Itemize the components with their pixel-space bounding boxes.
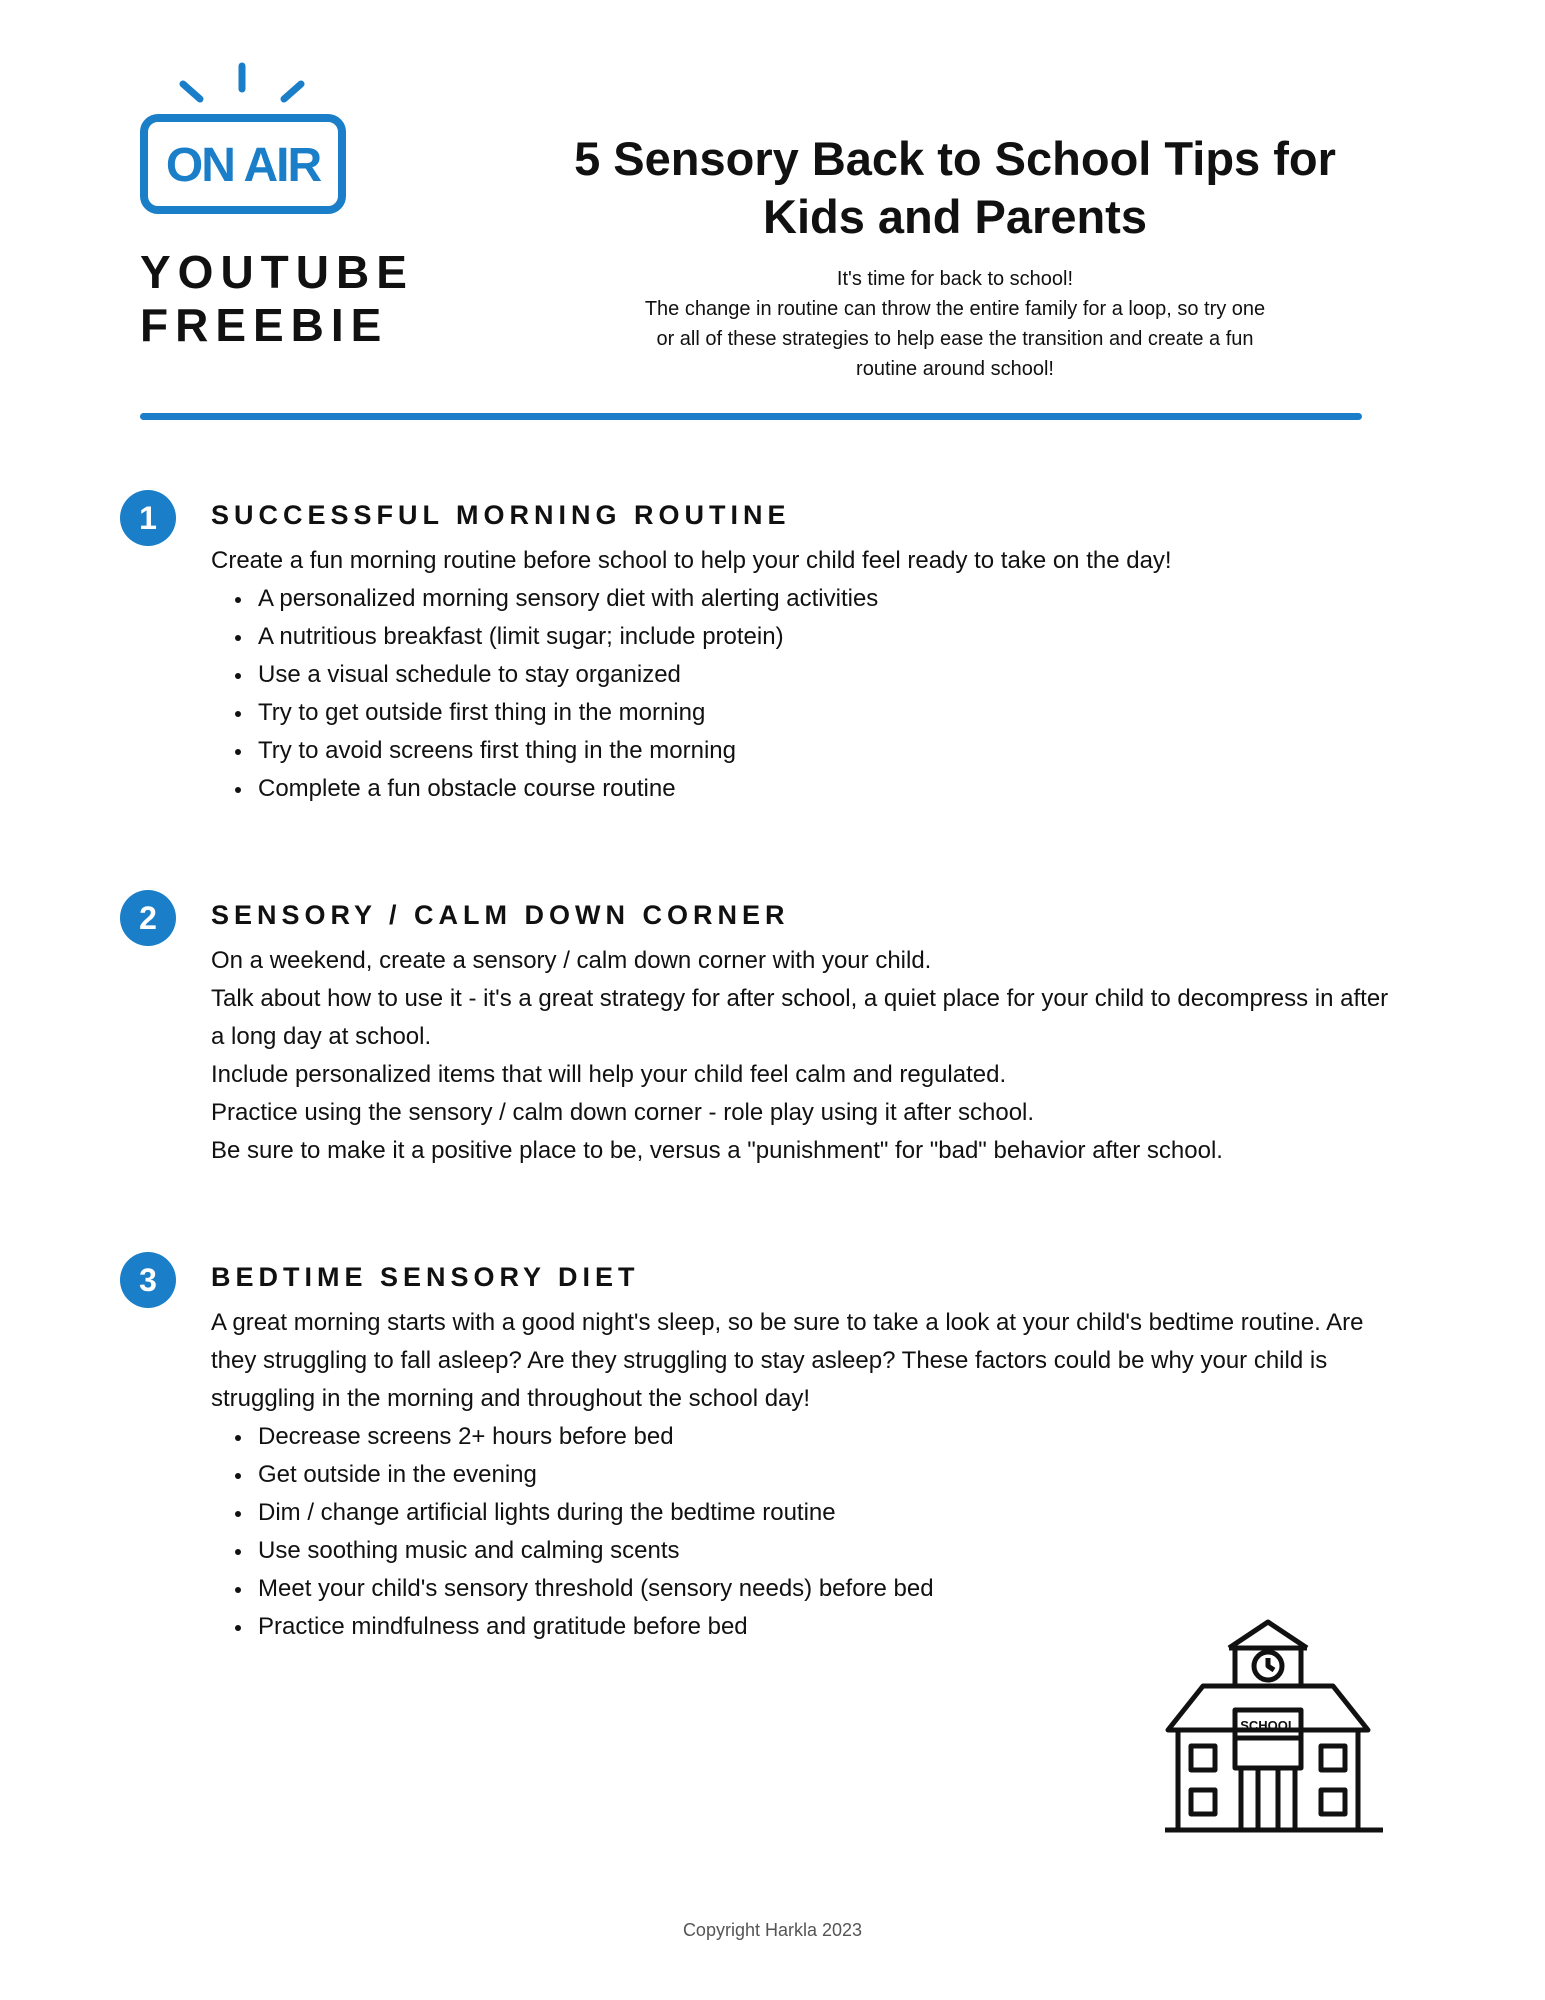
bullet-icon <box>235 749 241 755</box>
copyright-footer: Copyright Harkla 2023 <box>682 1920 863 1940</box>
subtitle-line-4: routine around school! <box>856 358 1054 380</box>
bullet-icon <box>235 787 241 793</box>
body-line: Include personalized items that will help your child feel calm and regulated. <box>211 1061 1007 1088</box>
brand-line-2: FREEBIE <box>140 299 389 351</box>
on-air-text: ON AIR <box>165 139 321 192</box>
section-number-badge: 2 <box>120 890 176 946</box>
section-heading: SUCCESSFUL MORNING ROUTINE <box>211 500 791 530</box>
list-item: Decrease screens 2+ hours before bed <box>211 1418 1411 1456</box>
list-item: Try to get outside first thing in the morning <box>211 694 1411 732</box>
body-line: Practice using the sensory / calm down corner - role play using it after school. <box>211 1099 1035 1126</box>
page-title <box>500 130 1410 246</box>
subtitle-line-1: It's time for back to school! <box>836 268 1074 290</box>
list-item: Complete a fun obstacle course routine <box>211 770 1411 808</box>
school-building-icon <box>1163 1618 1385 1843</box>
bullet-icon <box>235 673 241 679</box>
bullet-icon <box>235 1549 241 1555</box>
section-number-badge: 3 <box>120 1252 176 1308</box>
list-item: Dim / change artificial lights during the bedtime routine <box>211 1494 1411 1532</box>
title-line-2: Kids and Parents <box>763 190 1147 243</box>
school-sign-label: SCHOOL <box>1240 1718 1296 1733</box>
list-item: A nutritious breakfast (limit sugar; include protein) <box>211 618 1411 656</box>
bullet-icon <box>235 635 241 641</box>
body-line: Talk about how to use it - it's a great strategy for after school, a quiet place for your child to decompress in after <box>211 985 1389 1012</box>
bullet-icon <box>235 1511 241 1517</box>
header-divider <box>140 413 1362 420</box>
bullet-list <box>211 580 1411 808</box>
list-item: Practice mindfulness and gratitude before bed <box>211 1608 1411 1646</box>
body-line: On a weekend, create a sensory / calm down corner with your child. <box>211 947 932 974</box>
section-body <box>211 542 1411 808</box>
list-item: Meet your child's sensory threshold (sensory needs) before bed <box>211 1570 1411 1608</box>
bullet-icon <box>235 711 241 717</box>
body-line: they struggling to fall asleep? Are they struggling to stay asleep? These factors could be why your child is <box>211 1347 1328 1374</box>
bullet-list <box>211 1418 1411 1646</box>
brand-line-1: YOUTUBE <box>140 246 414 298</box>
list-item: Try to avoid screens first thing in the morning <box>211 732 1411 770</box>
body-line: struggling in the morning and throughout the school day! <box>211 1385 811 1412</box>
section-body <box>211 1304 1411 1646</box>
body-line: A great morning starts with a good night's sleep, so be sure to take a look at your child's bedtime routine. Are <box>211 1309 1364 1336</box>
section-number-badge: 1 <box>120 490 176 546</box>
title-line-1: 5 Sensory Back to School Tips for <box>574 132 1336 185</box>
bullet-icon <box>235 1625 241 1631</box>
section-heading: SENSORY / CALM DOWN CORNER <box>211 900 790 930</box>
list-item: Use a visual schedule to stay organized <box>211 656 1411 694</box>
list-item: Use soothing music and calming scents <box>211 1532 1411 1570</box>
subtitle-line-2: The change in routine can throw the entire family for a loop, so try one <box>644 298 1266 320</box>
bullet-icon <box>235 1435 241 1441</box>
section-intro: Create a fun morning routine before school to help your child feel ready to take on the day! <box>211 547 1172 574</box>
section-heading: BEDTIME SENSORY DIET <box>211 1262 640 1292</box>
body-line: a long day at school. <box>211 1023 432 1050</box>
body-line: Be sure to make it a positive place to be, versus a "punishment" for "bad" behavior after school. <box>211 1137 1223 1164</box>
brand-label <box>140 246 470 352</box>
subtitle-line-3: or all of these strategies to help ease the transition and create a fun <box>656 328 1254 350</box>
bullet-icon <box>235 1587 241 1593</box>
page-subtitle <box>590 264 1320 384</box>
on-air-logo <box>138 62 358 222</box>
bullet-icon <box>235 1473 241 1479</box>
list-item: A personalized morning sensory diet with alerting activities <box>211 580 1411 618</box>
section-body <box>211 942 1411 1170</box>
bullet-icon <box>235 597 241 603</box>
list-item: Get outside in the evening <box>211 1456 1411 1494</box>
